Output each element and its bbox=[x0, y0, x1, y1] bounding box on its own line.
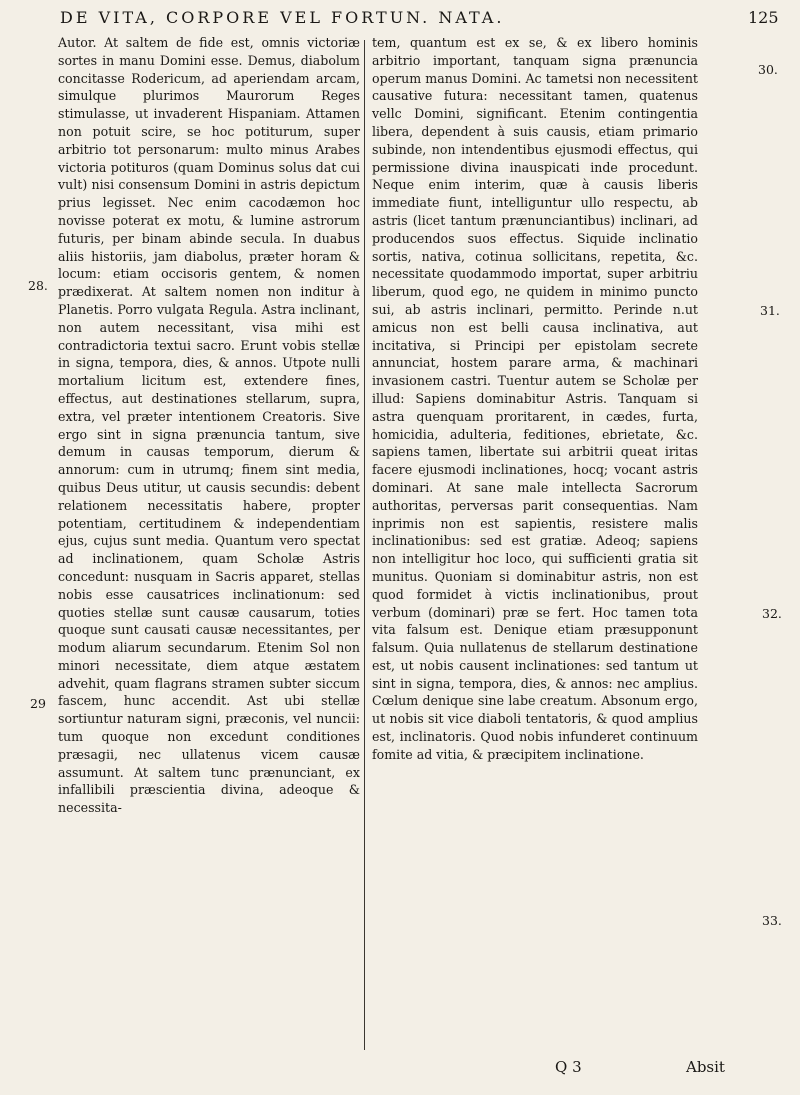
left-column bbox=[58, 34, 360, 817]
left-column-text: Autor. At saltem de fide est, omnis victoriæ sortes in manu Domini esse. Demus, diabolum concitasse Rodericum, ad aperiendam arcam, simulque plurimos Maurorum Reges stimulasse, ut invaderent Hispaniam. Attamen non potuit scire, se hoc potiturum, super arbitrio tot personarum: multo minus Arabes victoria potituros (quam Dominus solus dat cui vult) nisi consensum Domini in astris depictum prius legisset. Nec enim cacodæmon hoc novisse poterat ex motu, & lumine astrorum futuris, per binam abinde secula. In duabus aliis historiis, jam diabolus, præter horam & locum: etiam occisoris gentem, & nomen prædixerat. At saltem nomen non inditur à Planetis. Porro vulgata Regula. Astra inclinant, non autem necessitant, visa mihi est contradictoria textui sacro. Erunt vobis stellæ in signa, tempora, dies, & annos. Utpote nulli mortalium licitum est, extendere fines, effectus, aut destinationes stellarum, supra, extra, vel præter intentionem Creatoris. Sive ergo sint in signa prænuncia tantum, sive demum in causas temporum, dierum & annorum: cum in utrumq; finem sint media, quibus Deus utitur, ut causis secundis: debent relationem necessitatis habere, propter potentiam, certitudinem & independentiam ejus, cujus sunt media. Quantum vero spectat ad inclinationem, quam Scholæ Astris concedunt: nusquam in Sacris apparet, stellas nobis esse causatrices inclinationum: sed quoties stellæ sunt causæ causarum, toties quoque sunt causati causæ necessitantes, per modum aliarum secundarum. Etenim Sol non minori necessitate, diem atque æstatem advehit, quam flagrans stramen subter siccum fascem, hunc accendit. Ast ubi stellæ sortiuntur naturam signi, præconis, vel nuncii: tum quoque non excedunt conditiones præsagii, nec ullatenus vicem causæ assumunt. At saltem tunc prænunciant, ex infallibili præscientia divina, adeoque & necessita- bbox=[58, 35, 360, 816]
margin-number-32: 32. bbox=[762, 606, 782, 621]
margin-number-29: 29 bbox=[30, 696, 46, 711]
catchword: Absit bbox=[686, 1058, 725, 1076]
column-divider bbox=[364, 40, 365, 1050]
page-number: 125 bbox=[748, 8, 779, 27]
margin-number-30: 30. bbox=[758, 62, 778, 77]
right-column bbox=[372, 34, 698, 764]
margin-number-33: 33. bbox=[762, 913, 782, 928]
running-head: DE VITA, CORPORE VEL FORTUN. NATA. bbox=[60, 8, 505, 27]
right-column-text: tem, quantum est ex se, & ex libero hominis arbitrio important, tanquam signa prænuncia operum manus Domini. Ac tametsi non necessitent causative futura: necessitant tamen, quatenus vellc Domini, significant. Etenim contingentia libera, dependent à suis causis, etiam primario subinde, non intendentibus ejusmodi effectus, qui permissione divina inauspicati inde procedunt. Neque enim interim, quæ à causis liberis immediate fiunt, intelliguntur ullo respectu, ab astris (licet tantum prænunciantibus) inclinari, ad producendos suos effectus. Siquide inclinatio sortis, nativa, cotinua sollicitans, repetita, &c. necessitate quodammodo importat, super arbitriu liberum, quod ego, ne quidem in minimo puncto sui, ab astris inclinari, permitto. Perinde n.ut amicus non est belli causa inclinativa, aut incitativa, si Principi per epistolam secrete annunciat, hostem parare arma, & machinari invasionem castri. Tuentur autem se Scholæ per illud: Sapiens dominabitur Astris. Tanquam si astra quenquam proritarent, in cædes, furta, homicidia, adulteria, feditiones, ebrietate, &c. sapiens tamen, libertate sui arbitrii queat iritas facere ejusmodi inclinationes, hocq; vocant astris dominari. At sane male intellecta Sacrorum authoritas, perversas parit consequentias. Nam inprimis non est sapientis, resistere malis inclinationibus: sed est gratiæ. Adeoq; sapiens non intelligitur hoc loco, qui sufficienti gratia sit munitus. Quoniam si dominabitur astris, non est quod formidet à victis inclinationibus, prout verbum (dominari) præ se fert. Hoc tamen tota vita falsum est. Denique etiam præsupponunt falsum. Quia nullatenus de stellarum destinatione est, ut nobis causent inclinationes: sed tantum ut sint in signa, tempora, dies, & annos: nec amplius. Cœlum denique sine labe creatum. Absonum ergo, ut nobis sit vice diaboli tentatoris, & quod amplius est, inclinatoris. Quod nobis infunderet continuum fomite ad vitia, & præcipitem inclinatione. bbox=[372, 35, 698, 762]
signature-mark: Q 3 bbox=[555, 1058, 582, 1076]
margin-number-31: 31. bbox=[760, 303, 780, 318]
margin-number-28: 28. bbox=[28, 278, 48, 293]
